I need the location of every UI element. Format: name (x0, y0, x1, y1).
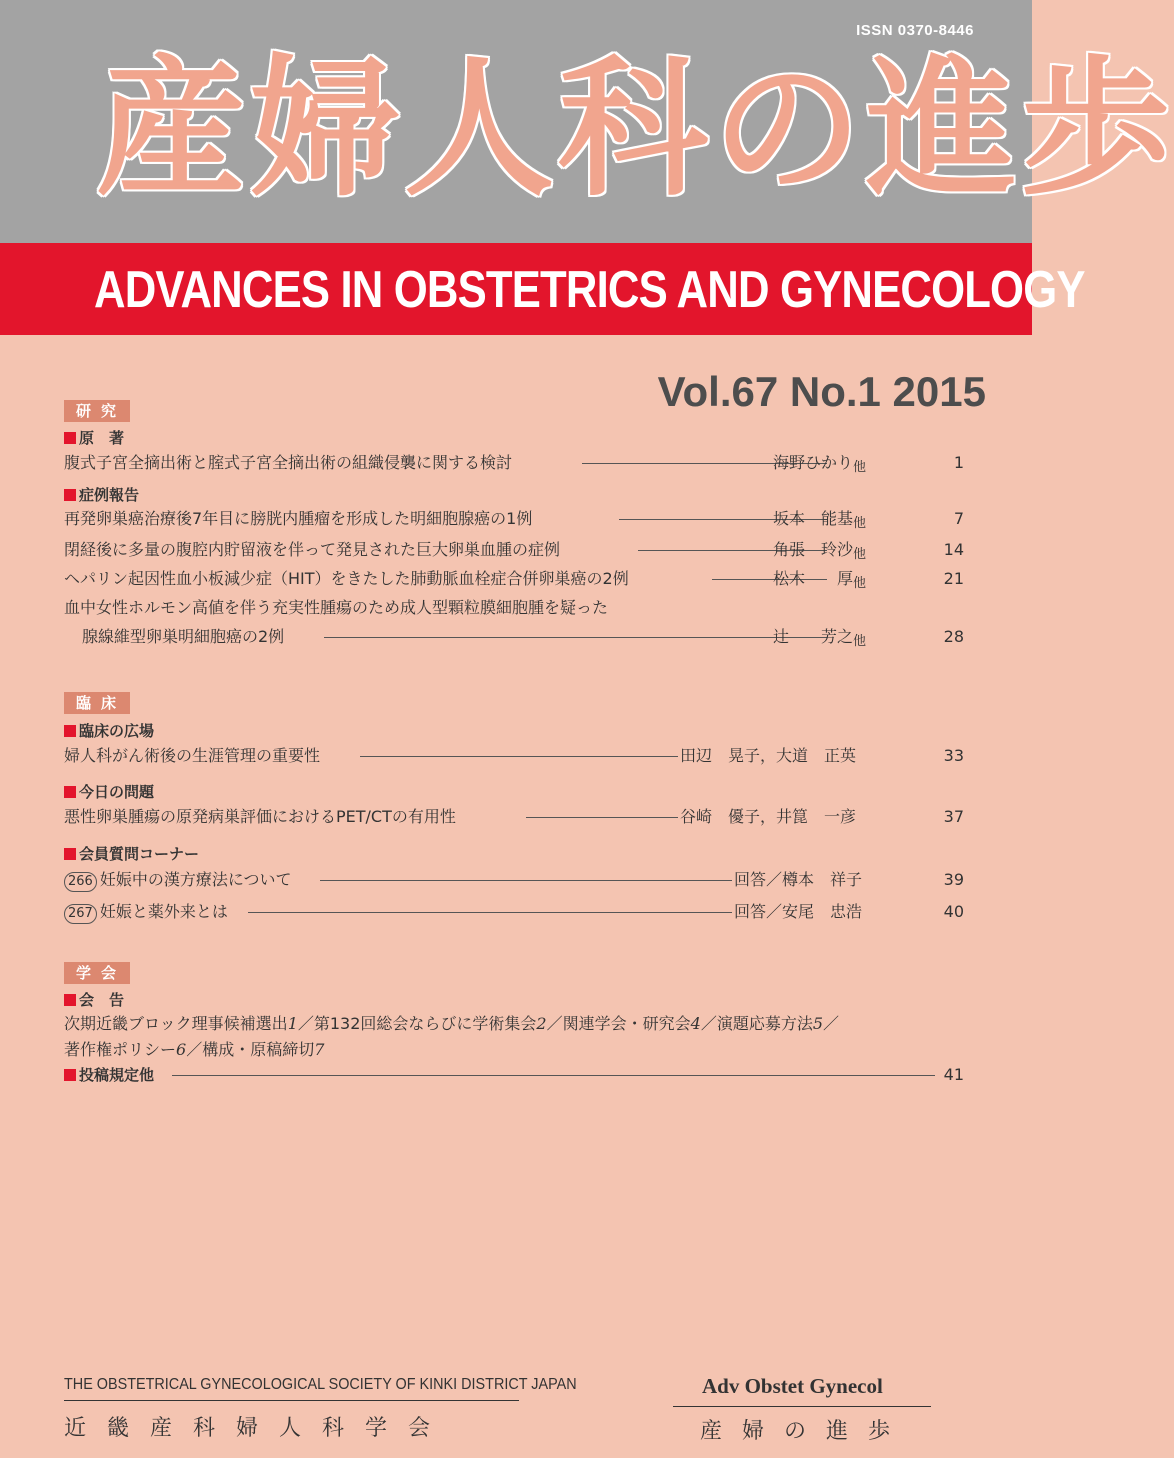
journal-abbreviation-en: Adv Obstet Gynecol (702, 1374, 883, 1398)
entry-author: 田辺 晃子，大道 正英 (680, 746, 857, 765)
toc-entry[interactable] (64, 625, 964, 649)
category-member-qa: 会員質問コーナー (64, 844, 199, 864)
entry-author: 松木 厚他 (773, 569, 867, 591)
issn: ISSN 0370-8446 (856, 22, 974, 39)
category-clinical-forum: 臨床の広場 (64, 721, 154, 741)
entry-page: 40 (943, 902, 964, 921)
entry-page: 37 (943, 807, 964, 826)
section-badge-research: 研究 (64, 400, 130, 422)
entry-author: 回答／樽本 祥子 (734, 870, 863, 889)
journal-abbreviation-jp: 産婦の進歩 (700, 1419, 911, 1444)
leader-line (320, 880, 732, 881)
divider (673, 1406, 931, 1407)
toc-entry[interactable] (64, 538, 964, 562)
entry-title-line1: 血中女性ホルモン高値を伴う充実性腫瘍のため成人型顆粒膜細胞腫を疑った (64, 598, 609, 617)
category-submission-rules: 投稿規定他 (64, 1065, 154, 1085)
volume-issue: Vol.67 No.1 2015 (657, 368, 986, 415)
entry-author: 谷崎 優子，井箟 一彦 (680, 807, 857, 826)
category-case-report: 症例報告 (64, 485, 139, 505)
entry-author: 坂本 能基他 (773, 509, 867, 531)
question-number: 267 (64, 904, 97, 924)
entry-page: 41 (943, 1065, 964, 1084)
entry-title: 婦人科がん術後の生涯管理の重要性 (64, 746, 321, 765)
entry-author: 海野ひかり他 (773, 453, 867, 475)
section-badge-clinical: 臨床 (64, 692, 130, 714)
toc-entry[interactable] (64, 900, 964, 924)
toc-entry[interactable] (64, 868, 964, 892)
entry-page: 14 (943, 540, 964, 559)
leader-line (248, 912, 732, 913)
category-notice: 会 告 (64, 990, 124, 1010)
entry-title: 閉経後に多量の腹腔内貯留液を伴って発見された巨大卵巣血腫の症例 (64, 540, 561, 559)
notice-list-line1: 次期近畿ブロック理事候補選出1／第132回総会ならびに学術集会2／関連学会・研究会4／演題応募方法5／ (64, 1014, 840, 1033)
toc-entry[interactable] (64, 805, 964, 829)
toc-entry[interactable] (64, 507, 964, 531)
entry-title: 267 妊娠と薬外来とは (64, 900, 228, 924)
entry-page: 21 (943, 569, 964, 588)
category-original-article: 原 著 (64, 428, 124, 448)
section-badge-society: 学会 (64, 962, 130, 984)
entry-title: 腹式子宮全摘出術と腟式子宮全摘出術の組織侵襲に関する検討 (64, 453, 513, 472)
entry-author: 回答／安尾 忠浩 (734, 902, 863, 921)
leader-line (324, 637, 827, 638)
journal-title-en: ADVANCES IN OBSTETRICS AND GYNECOLOGY (94, 261, 1085, 319)
toc-entry[interactable] (64, 1063, 964, 1087)
notice-list-line2: 著作権ポリシー6／構成・原稿締切7 (64, 1040, 325, 1059)
toc-entry[interactable] (64, 451, 964, 475)
entry-title: 再発卵巣癌治療後7年目に膀胱内腫瘤を形成した明細胞腺癌の1例 (64, 509, 533, 528)
entry-page: 33 (943, 746, 964, 765)
entry-title-line2: 腺線維型卵巣明細胞癌の2例 (82, 627, 285, 646)
entry-page: 7 (953, 509, 964, 528)
entry-title: 悪性卵巣腫瘍の原発病巣評価におけるPET/CTの有用性 (64, 807, 456, 826)
leader-line (360, 756, 678, 757)
entry-page: 28 (943, 627, 964, 646)
society-name-jp: 近畿産科婦人科学会 (64, 1416, 452, 1441)
entry-author: 角張 玲沙他 (773, 540, 867, 562)
divider (64, 1400, 519, 1401)
category-todays-problem: 今日の問題 (64, 782, 154, 802)
entry-title: ヘパリン起因性血小板減少症（HIT）をきたした肺動脈血栓症合併卵巣癌の2例 (64, 569, 629, 588)
society-name-en: THE OBSTETRICAL GYNECOLOGICAL SOCIETY OF KINKI DISTRICT JAPAN (64, 1376, 577, 1393)
entry-page: 39 (943, 870, 964, 889)
entry-page: 1 (953, 453, 964, 472)
entry-title: 266 妊娠中の漢方療法について (64, 868, 292, 892)
masthead (0, 0, 1174, 243)
entry-author: 辻 芳之他 (773, 627, 867, 649)
question-number: 266 (64, 872, 97, 892)
leader-line (172, 1075, 935, 1076)
toc-entry[interactable] (64, 567, 964, 591)
toc-entry-line1[interactable] (64, 596, 964, 620)
journal-title-jp: 産婦人科の進歩 (96, 41, 1174, 217)
leader-line (526, 817, 678, 818)
toc-entry[interactable] (64, 744, 964, 768)
